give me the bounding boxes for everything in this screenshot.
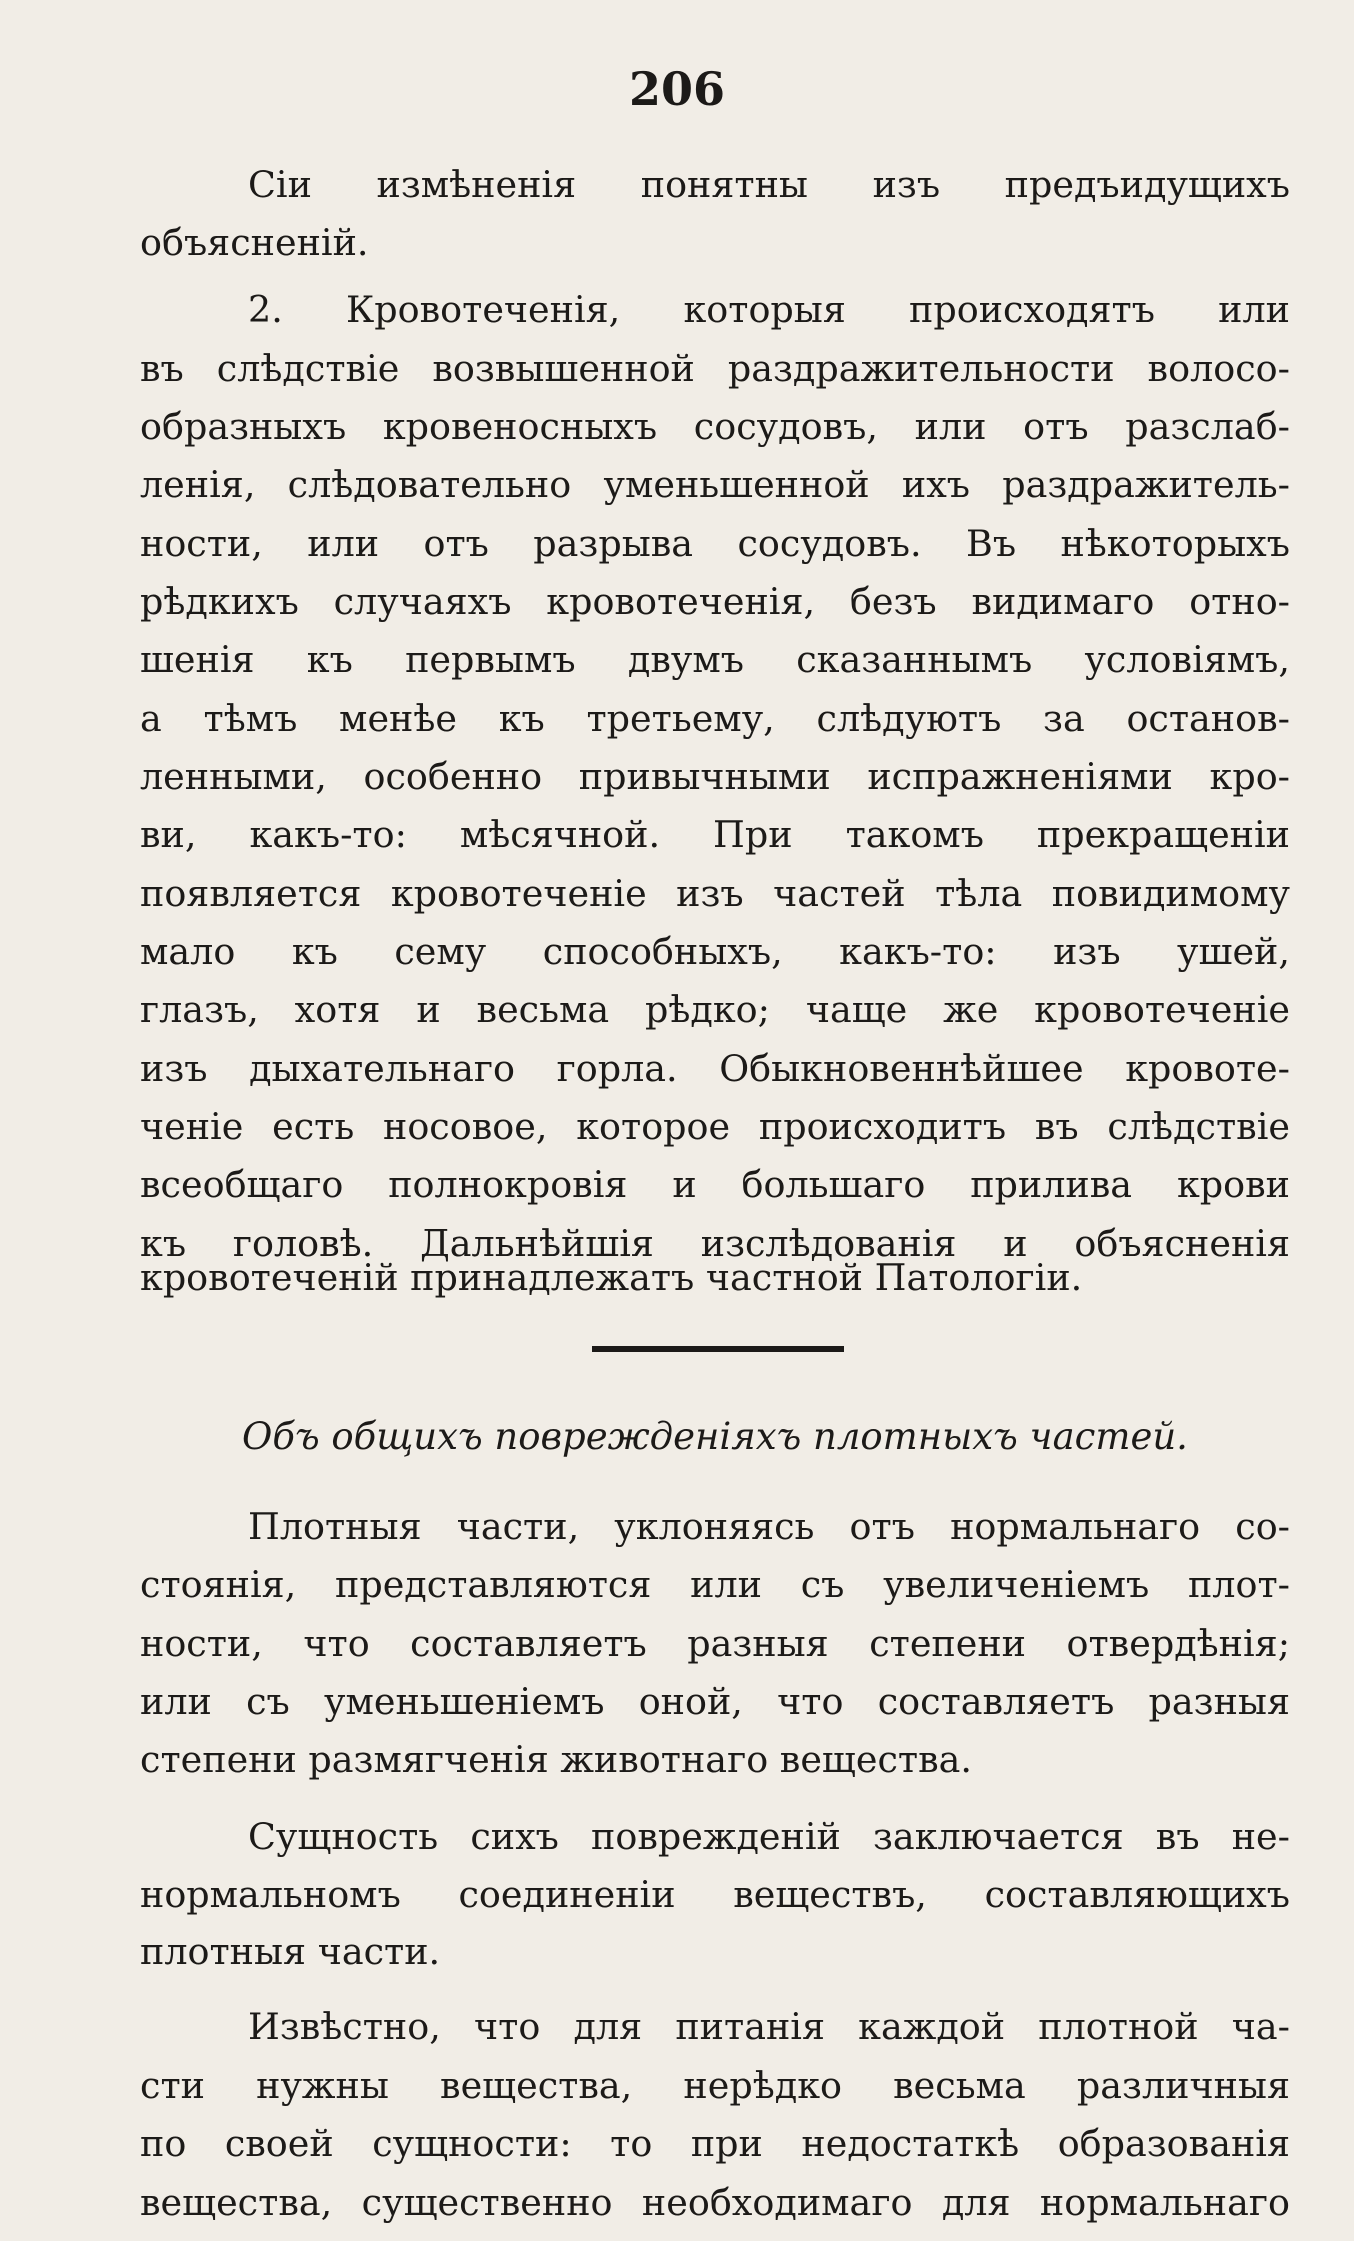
text-line: или съ уменьшеніемъ оной, что составляетъ разныя [140,1680,1290,1723]
text-line: ленными, особенно привычными испражненіями кро- [140,755,1290,798]
text-line: 2. Кровотеченія, которыя происходятъ или [248,288,1290,331]
text-line: ченіе есть носовое, которое происходитъ въ слѣдствіе [140,1105,1290,1148]
text-line: къ головѣ. Дальнѣйшія изслѣдованія и объясненія [140,1222,1290,1265]
text-line: ленія, слѣдовательно уменьшенной ихъ раздражитель- [140,463,1290,506]
text-line: ности, что составляетъ разныя степени отвердѣнія; [140,1622,1290,1665]
text-line: нормальномъ соединеніи веществъ, составляющихъ [140,1873,1290,1916]
text-line: въ слѣдствіе возвышенной раздражительности волосо- [140,347,1290,390]
section-divider [592,1346,844,1352]
text-line: по своей сущности: то при недостаткѣ образованія [140,2122,1290,2165]
text-line: образныхъ кровеносныхъ сосудовъ, или отъ разслаб- [140,405,1290,448]
text-line: вещества, существенно необходимаго для нормальнаго [140,2181,1290,2224]
text-line: ви, какъ-то: мѣсячной. При такомъ прекращеніи [140,813,1290,856]
text-line: Извѣстно, что для питанія каждой плотной ча- [248,2005,1290,2048]
text-line: а тѣмъ менѣе къ третьему, слѣдуютъ за останов- [140,697,1290,740]
text-line: Сущность сихъ поврежденій заключается въ не- [248,1815,1290,1858]
text-line: плотныя части. [140,1930,441,1973]
text-line: объясненій. [140,221,369,264]
text-line: сти нужны вещества, нерѣдко весьма различныя [140,2064,1290,2107]
section-heading: Объ общихъ поврежденіяхъ плотныхъ частей. [242,1415,1188,1458]
text-line: глазъ, хотя и весьма рѣдко; чаще же кровотеченіе [140,988,1290,1031]
text-line: изъ дыхательнаго горла. Обыкновеннѣйшее кровоте- [140,1047,1290,1090]
text-line: мало къ сему способныхъ, какъ-то: изъ ушей, [140,930,1290,973]
text-line: Плотныя части, уклоняясь отъ нормальнаго со- [248,1505,1290,1548]
page-number: 206 [628,62,726,116]
text-line: рѣдкихъ случаяхъ кровотеченія, безъ видимаго отно- [140,580,1290,623]
text-line: степени размягченія животнаго вещества. [140,1738,972,1781]
text-line: шенія къ первымъ двумъ сказаннымъ условіямъ, [140,638,1290,681]
text-line: Сіи измѣненія понятны изъ предъидущихъ [248,163,1290,206]
text-line: ности, или отъ разрыва сосудовъ. Въ нѣкоторыхъ [140,522,1290,565]
text-line: всеобщаго полнокровія и большаго прилива крови [140,1163,1290,1206]
text-line: кровотеченій принадлежатъ частной Патологіи. [140,1256,1083,1299]
text-line: стоянія, представляются или съ увеличеніемъ плот- [140,1563,1290,1606]
text-line: появляется кровотеченіе изъ частей тѣла повидимому [140,872,1290,915]
